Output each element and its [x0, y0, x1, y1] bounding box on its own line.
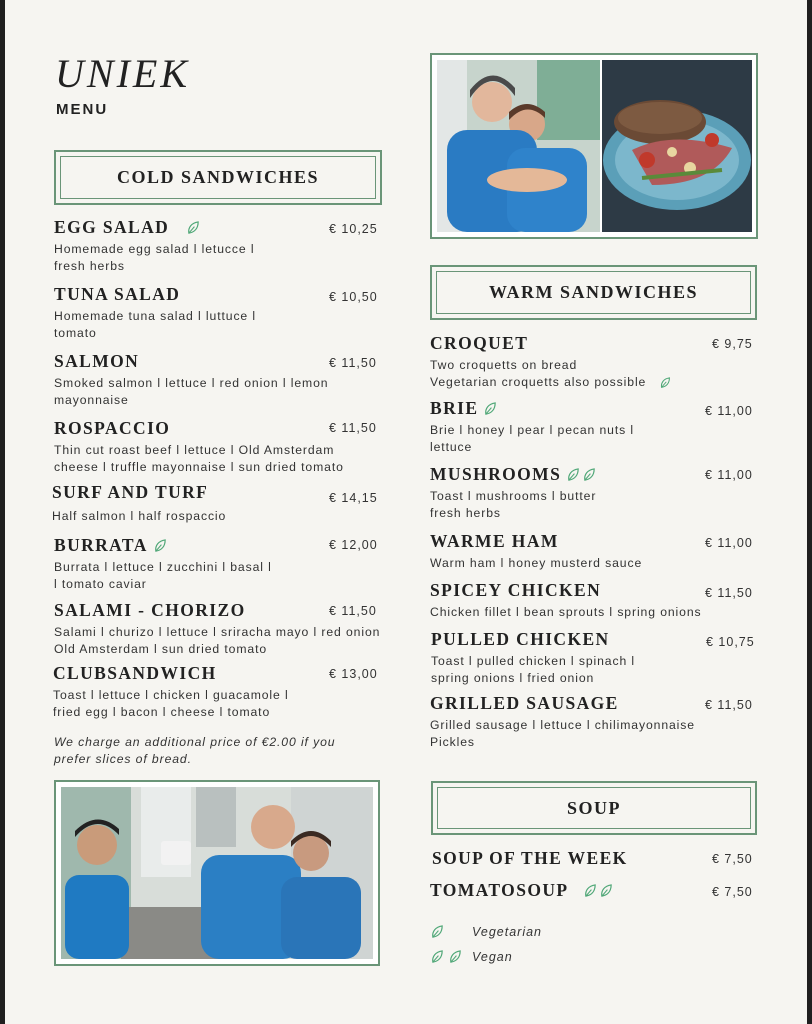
- legend-vegetarian-label: Vegetarian: [472, 925, 542, 939]
- item-name: PULLED CHICKEN: [431, 629, 610, 649]
- menu-item-rospaccio: [54, 418, 344, 476]
- menu-item-burrata: [54, 535, 272, 593]
- item-price: € 11,00: [705, 404, 753, 418]
- brand-title: UNIEK: [55, 51, 190, 96]
- item-price: € 7,50: [712, 852, 753, 866]
- item-price: € 13,00: [329, 667, 378, 681]
- header-photo: [430, 53, 758, 239]
- item-desc-line: lettuce: [430, 440, 473, 454]
- item-desc-line: Toast l lettuce l chicken l guacamole l: [53, 688, 289, 702]
- item-desc-line: Brie l honey l pear l pecan nuts l: [430, 423, 635, 437]
- menu-label: MENU: [56, 101, 109, 118]
- item-price: € 11,00: [705, 536, 753, 550]
- item-name: BRIE: [430, 398, 479, 418]
- item-price: € 12,00: [329, 538, 378, 552]
- vegan-leaf-icon: [431, 950, 444, 964]
- item-price: € 7,50: [712, 885, 753, 899]
- menu-item-warme-ham: [430, 531, 642, 572]
- menu-item-spicey-chicken: [430, 580, 702, 621]
- item-desc-line: Vegetarian croquetts also possible: [430, 375, 647, 389]
- bread-note-line: We charge an additional price of €2.00 if you: [54, 735, 336, 749]
- item-price: € 11,50: [329, 421, 377, 435]
- item-desc-line: fried egg l bacon l cheese l tomato: [53, 705, 271, 719]
- vegan-leaf-icon: [584, 884, 597, 898]
- vegetarian-leaf-icon: [154, 539, 167, 553]
- item-desc-line: Toast l mushrooms l butter: [430, 489, 597, 503]
- item-price: € 9,75: [712, 337, 753, 351]
- vegetarian-leaf-icon: [484, 402, 497, 416]
- item-name: CLUBSANDWICH: [53, 663, 217, 683]
- item-desc-line: Warm ham l honey musterd sauce: [430, 556, 643, 570]
- item-name: SOUP OF THE WEEK: [432, 848, 628, 868]
- item-name: CROQUET: [430, 333, 529, 353]
- menu-item-grilled-sausage: [430, 693, 695, 751]
- item-desc-line: Thin cut roast beef l lettuce l Old Amsterdam: [54, 443, 335, 457]
- item-name: EGG SALAD: [54, 217, 170, 237]
- item-name: SALAMI - CHORIZO: [54, 600, 246, 620]
- item-desc-line: Chicken fillet l bean sprouts l spring onions: [430, 605, 702, 619]
- menu-item-salmon: [54, 351, 328, 409]
- item-desc-line: Toast l pulled chicken l spinach l: [431, 654, 636, 668]
- menu-item-mushrooms: [430, 464, 596, 522]
- item-price: € 10,50: [329, 290, 378, 304]
- item-name: SALMON: [54, 351, 140, 371]
- item-desc-line: cheese l truffle mayonnaise l sun dried tomato: [54, 460, 344, 474]
- item-desc-line: Old Amsterdam l sun dried tomato: [54, 642, 268, 656]
- item-desc-line: Two croquetts on bread: [430, 358, 578, 372]
- menu-page: [5, 0, 807, 1024]
- item-price: € 11,50: [329, 604, 377, 618]
- item-price: € 10,25: [329, 222, 378, 236]
- item-desc-line: Smoked salmon l lettuce l red onion l lemon: [54, 376, 329, 390]
- item-desc-line: Homemade tuna salad l luttuce l: [54, 309, 257, 323]
- bread-note: [54, 734, 335, 768]
- warm-sandwiches-header: [430, 265, 757, 320]
- warm-sandwiches-title: WARM SANDWICHES: [436, 271, 751, 314]
- legend-vegan-label: Vegan: [472, 950, 513, 964]
- vegan-leaf-icon: [449, 950, 462, 964]
- vegetarian-leaf-icon: [187, 221, 200, 235]
- item-desc-line: Grilled sausage l lettuce l chilimayonnaise: [430, 718, 695, 732]
- staff-photo: [54, 780, 380, 966]
- item-desc-line: Homemade egg salad l letucce l: [54, 242, 255, 256]
- legend-vegetarian: [431, 925, 542, 939]
- vegetarian-leaf-icon: [431, 925, 444, 939]
- item-desc-line: fresh herbs: [54, 259, 125, 273]
- item-desc-line: Pickles: [430, 735, 475, 749]
- item-desc-line: Half salmon l half rospaccio: [52, 509, 227, 523]
- item-price: € 11,50: [329, 356, 377, 370]
- item-desc-line: l tomato caviar: [54, 577, 147, 591]
- staff-photo-illustration: [61, 787, 373, 959]
- cold-sandwiches-header: [54, 150, 382, 205]
- item-name: GRILLED SAUSAGE: [430, 693, 619, 713]
- menu-item-surf-and-turf: [52, 482, 226, 525]
- item-desc-line: mayonnaise: [54, 393, 129, 407]
- item-desc-line: tomato: [54, 326, 97, 340]
- people-photo-illustration: [437, 60, 600, 232]
- sandwich-photo-illustration: [602, 60, 752, 232]
- cold-sandwiches-title: COLD SANDWICHES: [60, 156, 376, 199]
- item-desc-line: spring onions l fried onion: [431, 671, 595, 685]
- item-name: MUSHROOMS: [430, 464, 562, 484]
- vegetarian-leaf-icon: [660, 377, 671, 389]
- menu-item-egg-salad: [54, 217, 254, 275]
- menu-item-pulled-chicken: [431, 629, 635, 687]
- legend-vegan: [431, 950, 513, 964]
- item-price: € 10,75: [706, 635, 755, 649]
- item-desc-line: fresh herbs: [430, 506, 501, 520]
- menu-item-clubsandwich: [53, 663, 289, 721]
- item-name: BURRATA: [54, 535, 148, 555]
- bread-note-line: prefer slices of bread.: [54, 752, 192, 766]
- item-price: € 11,00: [705, 468, 753, 482]
- item-name: SURF AND TURF: [52, 482, 209, 502]
- soup-header: [431, 781, 757, 835]
- item-name: WARME HAM: [430, 531, 559, 551]
- item-price: € 14,15: [329, 491, 378, 505]
- menu-item-croquet: [430, 333, 671, 391]
- vegan-leaf-icon: [567, 468, 580, 482]
- item-name: TOMATOSOUP: [430, 880, 569, 900]
- item-price: € 11,50: [705, 698, 753, 712]
- item-desc-line: Salami l churizo l lettuce l sriracha mayo l red onion: [54, 625, 381, 639]
- soup-title: SOUP: [437, 787, 751, 829]
- item-desc-line: Burrata l lettuce l zucchini l basal l: [54, 560, 272, 574]
- item-name: TUNA SALAD: [54, 284, 181, 304]
- menu-item-tuna-salad: [54, 284, 256, 342]
- vegan-leaf-icon: [583, 468, 596, 482]
- menu-item-brie: [430, 398, 634, 456]
- item-price: € 11,50: [705, 586, 753, 600]
- item-name: SPICEY CHICKEN: [430, 580, 602, 600]
- menu-item-tomatosoup: [430, 880, 613, 901]
- vegan-leaf-icon: [600, 884, 613, 898]
- menu-item-soup-of-the-week: [432, 848, 628, 869]
- item-name: ROSPACCIO: [54, 418, 171, 438]
